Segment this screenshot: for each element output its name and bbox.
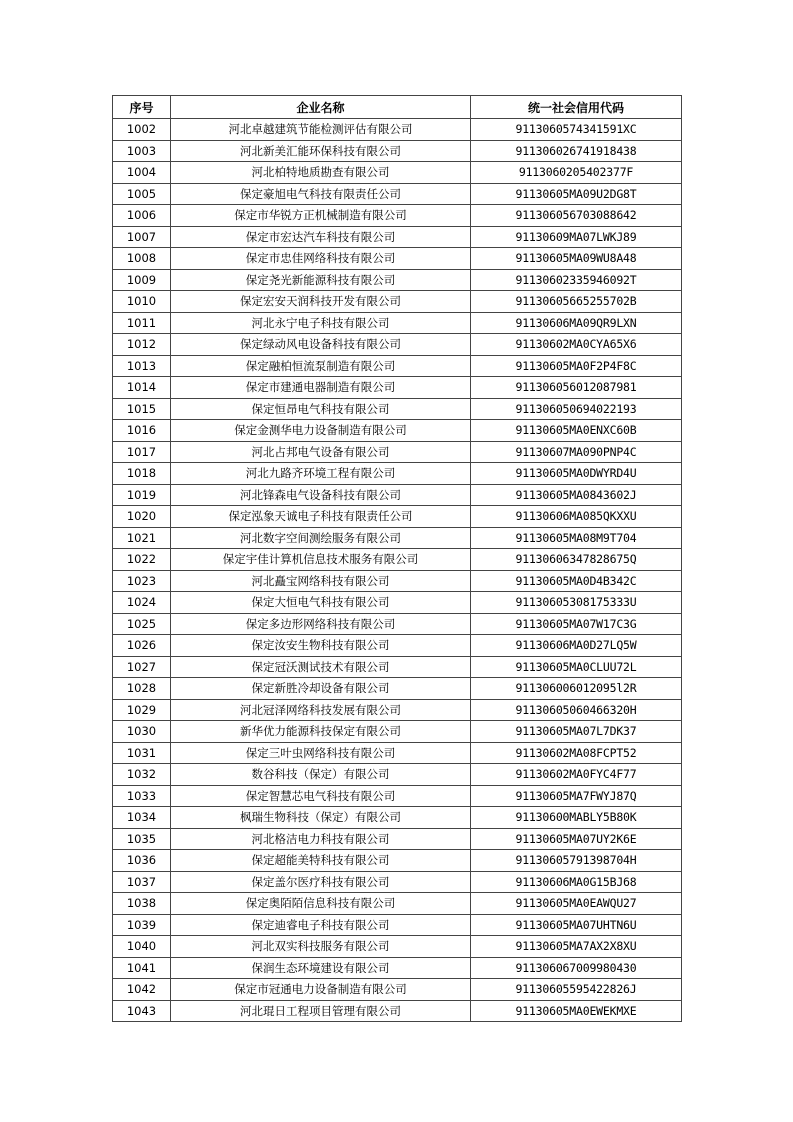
serial-number-cell: 1027 xyxy=(113,656,171,678)
credit-code-cell: 91130605MA0F2P4F8C xyxy=(471,355,682,377)
company-name-cell: 河北卓越建筑节能检测评估有限公司 xyxy=(171,119,471,141)
serial-number-cell: 1031 xyxy=(113,742,171,764)
credit-code-cell: 91130605791398704H xyxy=(471,850,682,872)
serial-number-cell: 1023 xyxy=(113,570,171,592)
table-row xyxy=(113,205,682,227)
table-row xyxy=(113,1000,682,1022)
company-name-cell: 保定市华锐方正机械制造有限公司 xyxy=(171,205,471,227)
table-row xyxy=(113,162,682,184)
serial-number-cell: 1028 xyxy=(113,678,171,700)
credit-code-cell: 91130602335946092T xyxy=(471,269,682,291)
table-row xyxy=(113,656,682,678)
serial-number-cell: 1037 xyxy=(113,871,171,893)
table-row xyxy=(113,613,682,635)
credit-code-cell: 91130607MA090PNP4C xyxy=(471,441,682,463)
credit-code-cell: 91130605665255702B xyxy=(471,291,682,313)
table-row xyxy=(113,678,682,700)
serial-number-cell: 1006 xyxy=(113,205,171,227)
table-row xyxy=(113,893,682,915)
serial-number-cell: 1011 xyxy=(113,312,171,334)
table-row xyxy=(113,785,682,807)
table-row xyxy=(113,291,682,313)
company-name-cell: 河北格洁电力科技有限公司 xyxy=(171,828,471,850)
table-row xyxy=(113,506,682,528)
company-name-cell: 保定宏安天润科技开发有限公司 xyxy=(171,291,471,313)
table-row xyxy=(113,936,682,958)
company-name-cell: 河北新美汇能环保科技有限公司 xyxy=(171,140,471,162)
serial-number-cell: 1005 xyxy=(113,183,171,205)
table-row xyxy=(113,420,682,442)
company-name-cell: 保定绿动风电设备科技有限公司 xyxy=(171,334,471,356)
company-name-cell: 数谷科技（保定）有限公司 xyxy=(171,764,471,786)
company-name-cell: 保定三叶虫网络科技有限公司 xyxy=(171,742,471,764)
company-name-cell: 保定冠沃测试技术有限公司 xyxy=(171,656,471,678)
credit-code-cell: 91130605060466320H xyxy=(471,699,682,721)
company-name-cell: 保定宇佳计算机信息技术服务有限公司 xyxy=(171,549,471,571)
serial-number-cell: 1013 xyxy=(113,355,171,377)
credit-code-cell: 91130609MA07LWKJ89 xyxy=(471,226,682,248)
company-name-cell: 河北永宁电子科技有限公司 xyxy=(171,312,471,334)
credit-code-cell: 91130606MA0D27LQ5W xyxy=(471,635,682,657)
company-name-cell: 河北冠泽网络科技发展有限公司 xyxy=(171,699,471,721)
credit-code-cell: 91130600MABLY5B80K xyxy=(471,807,682,829)
company-name-cell: 保定智慧芯电气科技有限公司 xyxy=(171,785,471,807)
serial-number-cell: 1010 xyxy=(113,291,171,313)
company-name-cell: 河北占邦电气设备有限公司 xyxy=(171,441,471,463)
table-header-row xyxy=(113,96,682,119)
header-serial-number: 序号 xyxy=(113,96,171,119)
serial-number-cell: 1017 xyxy=(113,441,171,463)
table-row xyxy=(113,957,682,979)
credit-code-cell: 91130605MA08M9T704 xyxy=(471,527,682,549)
table-row xyxy=(113,140,682,162)
credit-code-cell: 91130605308175333U xyxy=(471,592,682,614)
serial-number-cell: 1007 xyxy=(113,226,171,248)
credit-code-cell: 91130605MA7AX2X8XU xyxy=(471,936,682,958)
credit-code-cell: 91130605MA07L7DK37 xyxy=(471,721,682,743)
enterprise-table xyxy=(112,95,682,1022)
table-row xyxy=(113,398,682,420)
serial-number-cell: 1040 xyxy=(113,936,171,958)
credit-code-cell: 91130605MA0D4B342C xyxy=(471,570,682,592)
serial-number-cell: 1012 xyxy=(113,334,171,356)
table-row xyxy=(113,807,682,829)
table-row xyxy=(113,484,682,506)
company-name-cell: 保定尧光新能源科技有限公司 xyxy=(171,269,471,291)
serial-number-cell: 1032 xyxy=(113,764,171,786)
company-name-cell: 枫瑞生物科技（保定）有限公司 xyxy=(171,807,471,829)
table-row xyxy=(113,742,682,764)
table-row xyxy=(113,441,682,463)
serial-number-cell: 1003 xyxy=(113,140,171,162)
company-name-cell: 河北锋森电气设备科技有限公司 xyxy=(171,484,471,506)
serial-number-cell: 1042 xyxy=(113,979,171,1001)
credit-code-cell: 91130602MA0CYA65X6 xyxy=(471,334,682,356)
company-name-cell: 保定市宏达汽车科技有限公司 xyxy=(171,226,471,248)
company-name-cell: 保定市建通电器制造有限公司 xyxy=(171,377,471,399)
serial-number-cell: 1002 xyxy=(113,119,171,141)
serial-number-cell: 1030 xyxy=(113,721,171,743)
table-row xyxy=(113,764,682,786)
table-row xyxy=(113,592,682,614)
serial-number-cell: 1033 xyxy=(113,785,171,807)
credit-code-cell: 91130605MA0DWYRD4U xyxy=(471,463,682,485)
credit-code-cell: 91130602MA08FCPT52 xyxy=(471,742,682,764)
company-name-cell: 保定大恒电气科技有限公司 xyxy=(171,592,471,614)
company-name-cell: 保定豪旭电气科技有限责任公司 xyxy=(171,183,471,205)
credit-code-cell: 91130606347828675Q xyxy=(471,549,682,571)
company-name-cell: 保定迪睿电子科技有限公司 xyxy=(171,914,471,936)
credit-code-cell: 91130605MA07W17C3G xyxy=(471,613,682,635)
serial-number-cell: 1021 xyxy=(113,527,171,549)
credit-code-cell: 91130605MA0ENXC60B xyxy=(471,420,682,442)
company-name-cell: 保定新胜冷却设备有限公司 xyxy=(171,678,471,700)
company-name-cell: 河北双实科技服务有限公司 xyxy=(171,936,471,958)
credit-code-cell: 91130605MA7FWYJ87Q xyxy=(471,785,682,807)
header-credit-code: 统一社会信用代码 xyxy=(471,96,682,119)
company-name-cell: 保定市忠佳网络科技有限公司 xyxy=(171,248,471,270)
serial-number-cell: 1041 xyxy=(113,957,171,979)
serial-number-cell: 1004 xyxy=(113,162,171,184)
serial-number-cell: 1029 xyxy=(113,699,171,721)
serial-number-cell: 1016 xyxy=(113,420,171,442)
credit-code-cell: 91130602MA0FYC4F77 xyxy=(471,764,682,786)
company-name-cell: 保定多边形网络科技有限公司 xyxy=(171,613,471,635)
table-row xyxy=(113,979,682,1001)
company-name-cell: 河北九路齐环境工程有限公司 xyxy=(171,463,471,485)
credit-code-cell: 91130606MA0G15BJ68 xyxy=(471,871,682,893)
company-name-cell: 保润生态环境建设有限公司 xyxy=(171,957,471,979)
serial-number-cell: 1025 xyxy=(113,613,171,635)
company-name-cell: 河北柏特地质勘查有限公司 xyxy=(171,162,471,184)
credit-code-cell: 911306056012087981 xyxy=(471,377,682,399)
credit-code-cell: 9113060205402377F xyxy=(471,162,682,184)
company-name-cell: 河北矗宝网络科技有限公司 xyxy=(171,570,471,592)
company-name-cell: 保定金测华电力设备制造有限公司 xyxy=(171,420,471,442)
table-row xyxy=(113,914,682,936)
serial-number-cell: 1043 xyxy=(113,1000,171,1022)
serial-number-cell: 1039 xyxy=(113,914,171,936)
table-row xyxy=(113,248,682,270)
credit-code-cell: 911306056703088642 xyxy=(471,205,682,227)
company-name-cell: 保定汝安生物科技有限公司 xyxy=(171,635,471,657)
company-name-cell: 保定奥陌陌信息科技有限公司 xyxy=(171,893,471,915)
credit-code-cell: 91130606MA09QR9LXN xyxy=(471,312,682,334)
credit-code-cell: 91130605MA0EAWQU27 xyxy=(471,893,682,915)
company-name-cell: 保定盖尔医疗科技有限公司 xyxy=(171,871,471,893)
serial-number-cell: 1009 xyxy=(113,269,171,291)
table-row xyxy=(113,355,682,377)
credit-code-cell: 91130605MA07UHTN6U xyxy=(471,914,682,936)
credit-code-cell: 911306067009980430 xyxy=(471,957,682,979)
credit-code-cell: 91130605MA09WU8A48 xyxy=(471,248,682,270)
credit-code-cell: 911306006012095l2R xyxy=(471,678,682,700)
table-row xyxy=(113,463,682,485)
table-row xyxy=(113,119,682,141)
table-row xyxy=(113,269,682,291)
header-company-name: 企业名称 xyxy=(171,96,471,119)
table-row xyxy=(113,850,682,872)
serial-number-cell: 1015 xyxy=(113,398,171,420)
table-row xyxy=(113,377,682,399)
serial-number-cell: 1036 xyxy=(113,850,171,872)
serial-number-cell: 1034 xyxy=(113,807,171,829)
serial-number-cell: 1008 xyxy=(113,248,171,270)
credit-code-cell: 911306050694022193 xyxy=(471,398,682,420)
company-name-cell: 保定超能美特科技有限公司 xyxy=(171,850,471,872)
serial-number-cell: 1014 xyxy=(113,377,171,399)
credit-code-cell: 91130605MA0EWEKMXE xyxy=(471,1000,682,1022)
credit-code-cell: 9113060574341591XC xyxy=(471,119,682,141)
serial-number-cell: 1020 xyxy=(113,506,171,528)
table-row xyxy=(113,721,682,743)
company-name-cell: 保定融柏恒流泵制造有限公司 xyxy=(171,355,471,377)
credit-code-cell: 91130605MA09U2DG8T xyxy=(471,183,682,205)
serial-number-cell: 1019 xyxy=(113,484,171,506)
credit-code-cell: 91130605595422826J xyxy=(471,979,682,1001)
table-body xyxy=(113,119,682,1022)
serial-number-cell: 1038 xyxy=(113,893,171,915)
serial-number-cell: 1026 xyxy=(113,635,171,657)
company-name-cell: 保定泓象天诚电子科技有限责任公司 xyxy=(171,506,471,528)
serial-number-cell: 1024 xyxy=(113,592,171,614)
company-name-cell: 河北数字空间测绘服务有限公司 xyxy=(171,527,471,549)
table-row xyxy=(113,699,682,721)
credit-code-cell: 91130605MA0843602J xyxy=(471,484,682,506)
table-row xyxy=(113,334,682,356)
company-name-cell: 保定恒昂电气科技有限公司 xyxy=(171,398,471,420)
credit-code-cell: 91130606MA085QKXXU xyxy=(471,506,682,528)
credit-code-cell: 91130605MA07UY2K6E xyxy=(471,828,682,850)
serial-number-cell: 1018 xyxy=(113,463,171,485)
serial-number-cell: 1035 xyxy=(113,828,171,850)
table-row xyxy=(113,312,682,334)
table-row xyxy=(113,570,682,592)
serial-number-cell: 1022 xyxy=(113,549,171,571)
table-row xyxy=(113,226,682,248)
table-row xyxy=(113,527,682,549)
credit-code-cell: 91130605MA0CLUU72L xyxy=(471,656,682,678)
table-row xyxy=(113,828,682,850)
table-row xyxy=(113,635,682,657)
company-name-cell: 新华优力能源科技保定有限公司 xyxy=(171,721,471,743)
credit-code-cell: 911306026741918438 xyxy=(471,140,682,162)
company-name-cell: 保定市冠通电力设备制造有限公司 xyxy=(171,979,471,1001)
table-row xyxy=(113,549,682,571)
table-row xyxy=(113,871,682,893)
company-name-cell: 河北琨日工程项目管理有限公司 xyxy=(171,1000,471,1022)
table-row xyxy=(113,183,682,205)
